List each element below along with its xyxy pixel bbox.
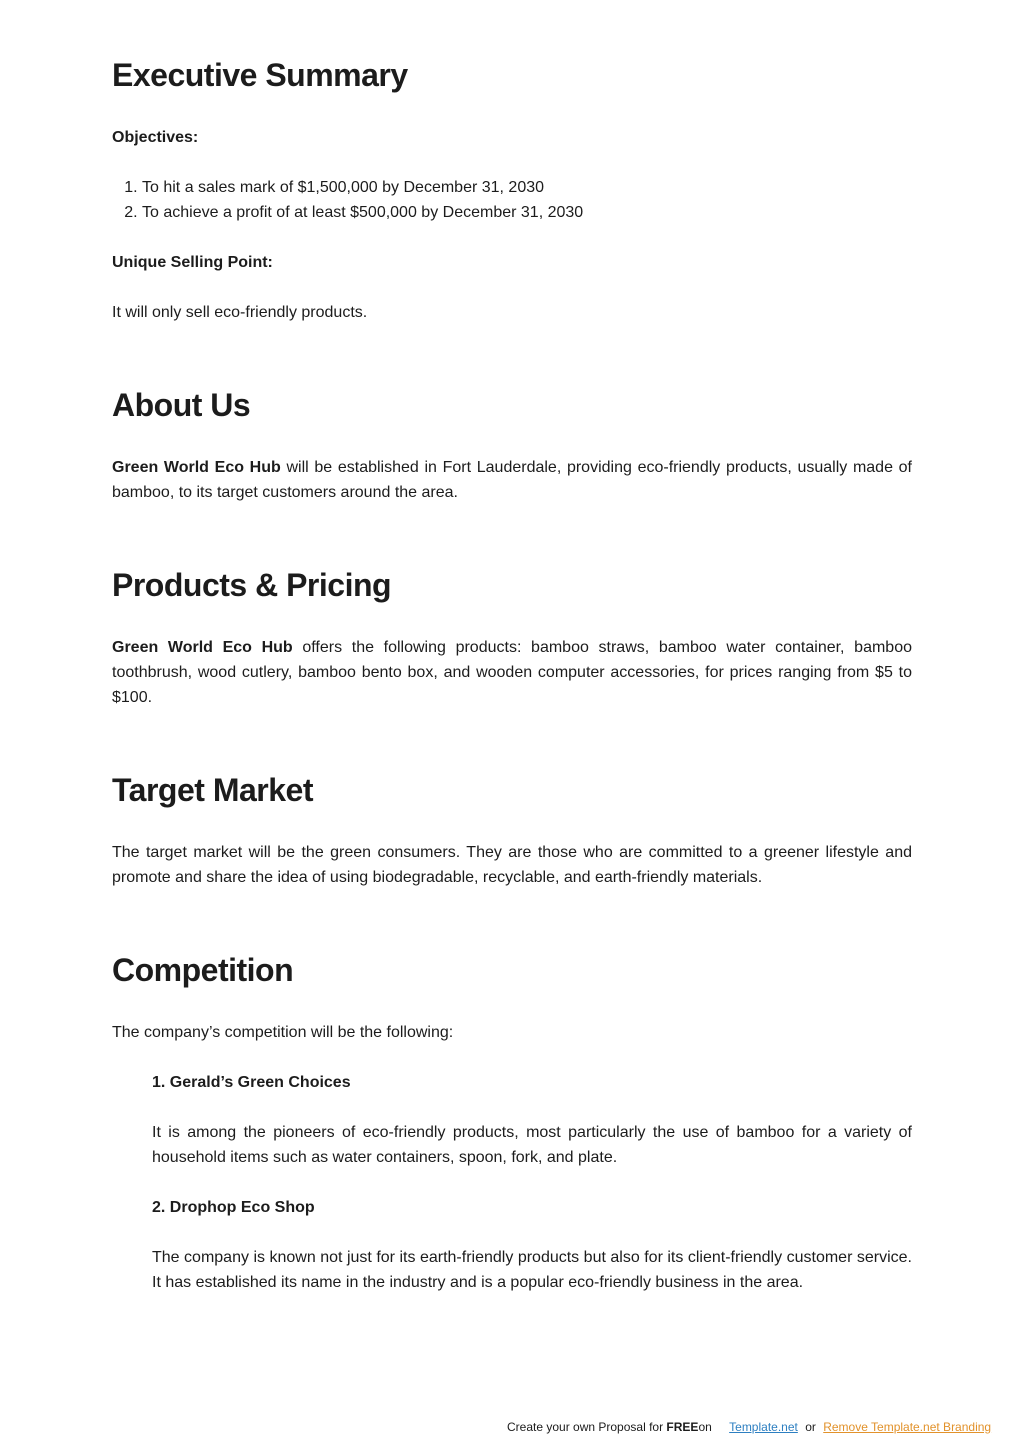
- footer-or: or: [805, 1420, 816, 1434]
- usp-label: Unique Selling Point:: [112, 254, 273, 271]
- competition-intro: The company’s competition will be the following:: [112, 1024, 454, 1041]
- competition-section: [112, 951, 912, 989]
- products-pricing-section: [112, 566, 912, 604]
- objectives-label: Objectives:: [112, 129, 199, 146]
- competition-intro-block: [112, 1020, 912, 1045]
- template-net-link[interactable]: Template.net: [729, 1420, 798, 1434]
- executive-summary-section: [112, 56, 912, 94]
- objectives-list: [112, 175, 912, 225]
- about-us-paragraph: [112, 455, 912, 505]
- executive-summary-heading: Executive Summary: [112, 57, 408, 93]
- competitor-1-name-block: [112, 1070, 912, 1095]
- remove-branding-link[interactable]: Remove Template.net Branding: [823, 1420, 992, 1434]
- target-market-section: [112, 771, 912, 809]
- objectives-block: [112, 125, 912, 150]
- products-pricing-paragraph: [112, 635, 912, 710]
- about-us-body: [112, 455, 912, 505]
- footer-free: FREE: [666, 1420, 699, 1434]
- objective-item: 2. To achieve a profit of at least $500,000 by December 31, 2030: [142, 200, 912, 225]
- competitor-description: The company is known not just for its earth-friendly products but also for its client-friendly customer service. It has established its name in the industry and is a popular eco-friendly business in the area.: [152, 1249, 912, 1291]
- company-name: Green World Eco Hub: [112, 639, 293, 656]
- usp-text: It will only sell eco-friendly products.: [112, 304, 368, 321]
- products-pricing-heading: Products & Pricing: [112, 567, 392, 603]
- target-market-paragraph: The target market will be the green consumers. They are those who are committed to a greener lifestyle and promote and share the idea of using biodegradable, recyclable, and earth-friendly materials.: [112, 844, 912, 886]
- company-name: Green World Eco Hub: [112, 459, 281, 476]
- objective-item: 1. To hit a sales mark of $1,500,000 by December 31, 2030: [142, 175, 912, 200]
- footer-branding: [507, 1418, 991, 1436]
- competitor-2-name-block: [112, 1195, 912, 1220]
- target-market-body: [112, 840, 912, 890]
- competitor-2-desc-block: [112, 1245, 912, 1295]
- objectives-list-block: [112, 175, 912, 225]
- usp-block: [112, 250, 912, 275]
- competitor-1-desc-block: [112, 1120, 912, 1170]
- products-pricing-body: [112, 635, 912, 710]
- competitor-description: It is among the pioneers of eco-friendly products, most particularly the use of bamboo for a variety of household items such as water containers, spoon, fork, and plate.: [152, 1124, 912, 1166]
- footer-prefix: Create your own Proposal for: [507, 1420, 667, 1434]
- competitor-name: 1. Gerald’s Green Choices: [152, 1074, 351, 1091]
- footer-on: on: [698, 1420, 712, 1434]
- about-us-text: will be established in Fort Lauderdale, providing eco-friendly products, usually made of bamboo, to its target customers around the area.: [112, 459, 912, 501]
- usp-text-block: [112, 300, 912, 325]
- target-market-heading: Target Market: [112, 772, 313, 808]
- about-us-heading: About Us: [112, 387, 251, 423]
- products-pricing-text: offers the following products: bamboo straws, bamboo water container, bamboo toothbrush, wood cutlery, bamboo bento box, and wooden computer accessories, for prices ranging from $5 to $100.: [112, 639, 912, 706]
- competition-heading: Competition: [112, 952, 294, 988]
- about-us-section: [112, 386, 912, 424]
- competitor-name: 2. Drophop Eco Shop: [152, 1199, 315, 1216]
